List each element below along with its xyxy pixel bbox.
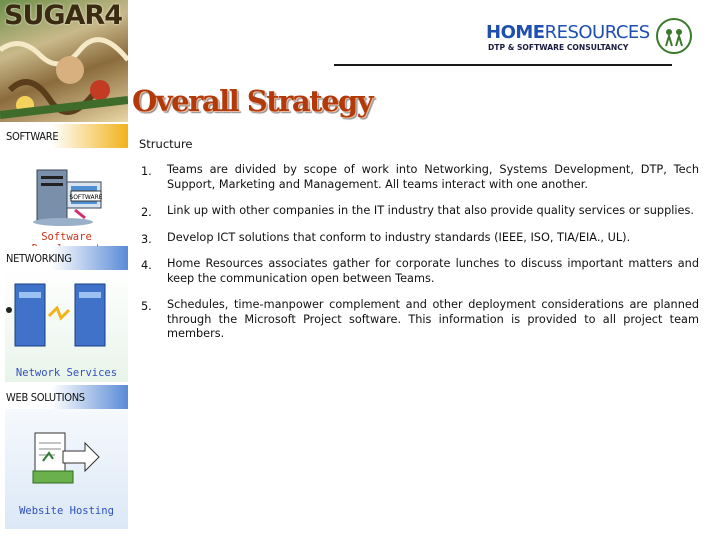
- brand-logo-text: SUGAR4: [4, 0, 123, 31]
- company-name-resources: RESOURCES: [544, 22, 650, 43]
- networking-section-header: [0, 246, 128, 270]
- sugar4-photo-banner: [0, 0, 128, 122]
- web-solutions-label: WEB SOLUTIONS: [6, 391, 85, 404]
- list-item: [139, 163, 699, 192]
- list-item-text: Develop ICT solutions that conform to industry standards (IEEE, ISO, TIA/EIA., UL).: [167, 230, 631, 244]
- list-item-text: Home Resources associates gather for corporate lunches to discuss important matters and keep the communication open between Teams.: [167, 257, 699, 285]
- list-item: [139, 257, 699, 286]
- software-caption: Software: [41, 231, 92, 243]
- list-item-number: 4.: [141, 259, 152, 272]
- company-name: [486, 22, 650, 43]
- company-name-home: HOME: [486, 22, 545, 43]
- website-document-icon: [5, 409, 128, 497]
- slide-title: Overall Strategy: [132, 84, 373, 118]
- list-item: [139, 231, 699, 246]
- company-tagline: DTP & SOFTWARE CONSULTANCY: [488, 43, 629, 52]
- list-item-text: Schedules, time-manpower complement and other deployment considerations are planned through the Microsoft Project software. This information is provided to all project team members.: [167, 298, 699, 340]
- list-item-number: 5.: [141, 300, 152, 313]
- festival-photo-icon: [0, 30, 128, 122]
- networking-label: NETWORKING: [6, 252, 72, 265]
- strategy-list: [139, 163, 699, 354]
- software-section-header: [0, 124, 128, 148]
- networking-panel: [5, 270, 128, 382]
- list-item-text: Link up with other companies in the IT industry that also provide quality services or supplies.: [167, 204, 694, 217]
- web-solutions-caption: Website Hosting: [19, 505, 114, 517]
- family-seal-icon: [654, 16, 694, 56]
- left-banner: [0, 0, 128, 540]
- software-panel: [5, 148, 128, 246]
- list-item-text: Teams are divided by scope of work into Networking, Systems Development, DTP, Tech Support, Marketing and Management. All teams interact with one another.: [167, 163, 699, 191]
- section-heading: Structure: [139, 137, 193, 151]
- list-item: [139, 298, 699, 342]
- home-resources-logo: [486, 22, 696, 66]
- header-divider: [334, 64, 672, 66]
- list-item-number: 2.: [141, 206, 152, 219]
- list-item: [139, 204, 699, 219]
- list-item-number: 1.: [141, 165, 152, 178]
- software-box-label: SOFTWARE: [69, 194, 103, 201]
- computer-icon: [5, 148, 128, 230]
- list-item-number: 3.: [141, 232, 152, 246]
- software-label: SOFTWARE: [6, 130, 59, 143]
- server-icon: [5, 270, 128, 366]
- web-solutions-panel: [5, 409, 128, 529]
- networking-caption: Network Services: [15, 367, 118, 379]
- web-solutions-section-header: [0, 385, 128, 409]
